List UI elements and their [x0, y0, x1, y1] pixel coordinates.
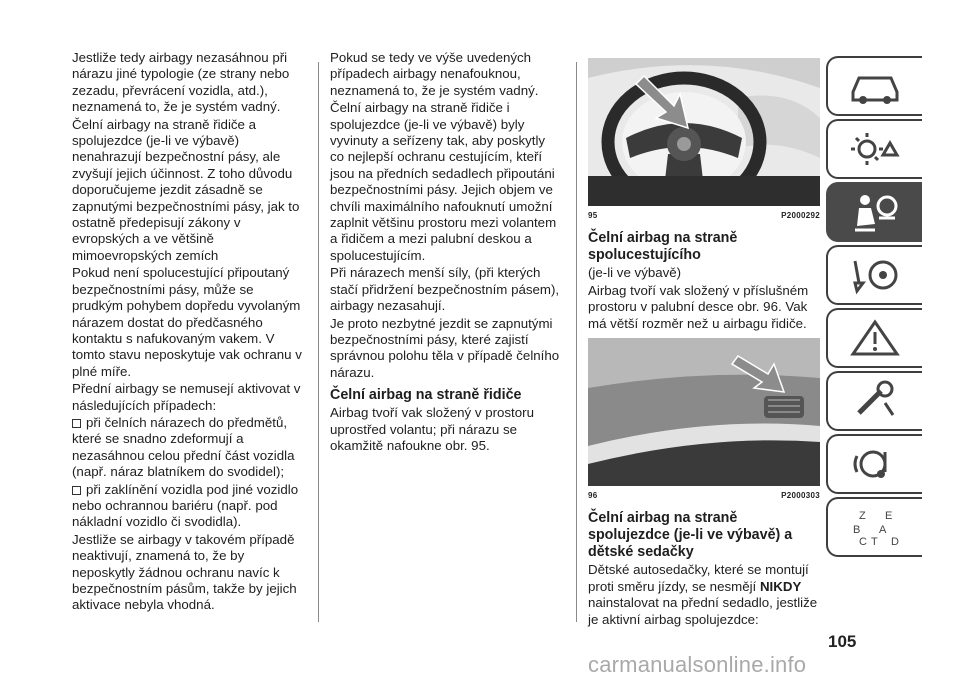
warning-emergency-icon: [845, 316, 905, 360]
column-divider: [576, 62, 577, 622]
index-letter: Z: [859, 510, 866, 522]
tab-warning-emergency[interactable]: [826, 308, 922, 368]
index-letter: C: [859, 536, 867, 548]
tab-dashboard-lights[interactable]: [826, 119, 922, 179]
dashboard-illustration: [588, 338, 820, 486]
bullet-item: [72, 415, 304, 481]
figure-caption: [588, 488, 820, 504]
figure-number: 95: [588, 211, 598, 220]
bullet-square-icon: [72, 486, 81, 495]
index-letter: D: [891, 536, 899, 548]
service-wrench-icon: [845, 379, 905, 423]
steering-key-icon: [845, 253, 905, 297]
text-column-2: [330, 50, 562, 455]
figure-code: P2000303: [781, 491, 820, 501]
paragraph: Airbag tvoří vak složený v prostoru uprostřed volantu; při nárazu se okamžitě nafoukne obr. 95.: [330, 405, 534, 453]
tab-car-overview[interactable]: [826, 56, 922, 116]
index-alphabet-icon: [845, 505, 905, 549]
tab-index[interactable]: [826, 497, 922, 557]
figure-caption: [588, 208, 820, 224]
car-overview-icon: [845, 64, 905, 108]
index-letter: T: [871, 536, 878, 548]
index-letter: E: [885, 510, 893, 522]
paragraph: Přední airbagy se nemusejí aktivovat v následujících případech:: [72, 381, 301, 413]
tab-airbag-safety[interactable]: [826, 182, 922, 242]
bullet-text: při čelních nárazech do předmětů, které se snadno zdeformují a nezasáhnou celou přední část vozidla (např. náraz blatníkem do svodidel);: [72, 414, 295, 480]
index-letter: B: [853, 524, 861, 536]
airbag-safety-icon: [845, 190, 905, 234]
page-number: 105: [828, 632, 857, 651]
section-heading: Čelní airbag na straně řidiče: [330, 387, 522, 404]
index-letter: A: [879, 524, 887, 536]
emphasis-never: NIKDY: [759, 578, 802, 594]
figure-dashboard: [588, 338, 820, 486]
paragraph: Čelní airbagy na straně řidiče i spolujezdce (je-li ve výbavě) byly vyvinuty a seřízeny tak, aby poskytly co nejlepší ochranu cestujícím, kteří jsou na předních sedadlech připoutáni bezpečnostními pásy. Jejich objem ve chvíli maximálního nafouknutí umožní zaplnit většinu prostoru mezi volantem a řidičem a mezi palubní deskou a spolucestujícím.: [330, 100, 557, 263]
tab-service-wrench[interactable]: [826, 371, 922, 431]
section-heading: Čelní airbag na straně spolucestujícího: [588, 230, 738, 264]
bullet-text: při zaklínění vozidla pod jiné vozidlo nebo ochrannou bariéru (např. pod nákladní vozidlo či svodidla).: [72, 481, 299, 530]
paragraph: (je-li ve výbavě): [588, 265, 682, 281]
chapter-tabs: [826, 56, 922, 560]
paragraph: Při nárazech menší síly, (při kterých stačí přidržení bezpečnostním pásem), airbagy nezasahují.: [330, 265, 560, 314]
section-heading: Čelní airbag na straně spolujezdce (je-li ve výbavě) a dětské sedačky: [588, 510, 793, 561]
paragraph: Čelní airbagy na straně řidiče a spolujezdce (je-li ve výbavě) nenahrazují bezpečnostní pásy, ale zvyšují jejich účinnost. Z toho důvodu doporučujeme jezdit zásadně se zapnutými bezpečnostními pásy, jak to ostatně předepisují zákony v evropských a ve většině mimoevropských zemích: [72, 116, 300, 263]
figure-code: P2000292: [781, 211, 820, 220]
paragraph: Airbag tvoří vak složený v příslušném prostoru v palubní desce obr. 96. Vak má větší rozměr než u airbagu řidiče.: [588, 282, 809, 331]
figure-steering-wheel: [588, 58, 820, 206]
paragraph: Jestliže tedy airbagy nezasáhnou při nárazu jiné typologie (ze strany nebo zezadu, převrácení vozidla, atd.), neznamená to, že je systém vadný.: [72, 50, 290, 115]
paragraph: Je proto nezbytné jezdit se zapnutými bezpečnostními pásy, které zajistí správnou polohu těla v případě čelního nárazu.: [330, 315, 560, 380]
paragraph: Pokud není spolucestující připoutaný bezpečnostními pásy, může se prudkým pohybem dopředu vyvolaným nárazem dostat do předčasného kontaktu s nafukovaným vakem. V tomto stavu neposkytuje vak ochranu v plné míře.: [72, 265, 302, 379]
tab-multimedia[interactable]: [826, 434, 922, 494]
text-column-3: [588, 58, 820, 629]
watermark: carmanualsonline.info: [588, 652, 807, 677]
steering-wheel-illustration: [588, 58, 820, 206]
paragraph: Jestliže se airbagy v takovém případě neaktivují, znamená to, že by neposkytly žádnou ochranu navíc k bezpečnostním pásům, takže by jejich aktivace nebyla vhodná.: [72, 531, 297, 613]
bullet-square-icon: [72, 419, 81, 428]
dashboard-lights-icon: [845, 127, 905, 171]
bullet-item: [72, 482, 304, 531]
column-divider: [318, 62, 319, 622]
paragraph: Dětské autosedačky, které se montují proti směru jízdy, se nesmějí NIKDY nainstalovat na přední sedadlo, jestliže je aktivní airbag spolujezdce:: [588, 562, 818, 627]
paragraph: Pokud se tedy ve výše uvedených případech airbagy nenafouknou, neznamená to, že je systém vadný.: [330, 50, 539, 98]
multimedia-icon: [845, 442, 905, 486]
text-column-1: [72, 50, 304, 615]
tab-steering-key[interactable]: [826, 245, 922, 305]
figure-number: 96: [588, 491, 598, 501]
